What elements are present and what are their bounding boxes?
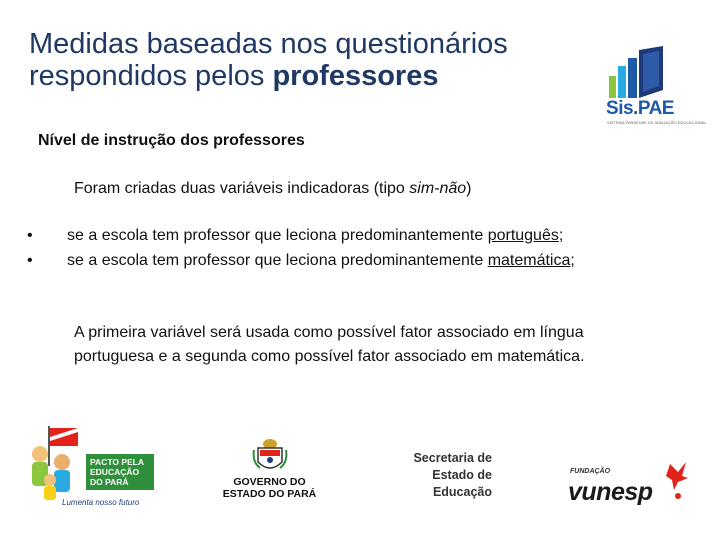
explanation-paragraph [74,321,674,369]
sispae-name: Sis.PAE [606,98,674,119]
secretaria-line-3: Educação [432,485,492,499]
bullet-marker: • [27,227,33,244]
sispae-books-icon [605,46,675,100]
children-flag-icon [26,424,86,504]
coat-of-arms-icon [250,436,290,476]
bullet-underlined: matemática [487,252,571,269]
title-line-2 [29,60,589,92]
governo-line-2: ESTADO DO PARÁ [222,488,317,500]
bullet-underlined: português [487,227,559,244]
intro-suffix: ) [466,180,472,197]
title-line-1: Medidas baseadas nos questionários [29,28,508,60]
sispae-subtitle: SISTEMA PARAENSE DE AVALIAÇÃO EDUCACIONAL [607,120,707,125]
paragraph-line-2: portuguesa e a segunda como possível fator associado em matemática. [74,348,585,365]
intro-text [74,180,472,198]
bullet-item-matematica [27,251,575,276]
bullet-text: se a escola tem professor que leciona predominantemente [67,252,488,269]
secretaria-educacao-logo [392,450,492,501]
governo-para-logo [212,436,327,506]
sispae-logo [605,46,707,128]
pacto-signature: Lumenta nosso futuro [62,498,140,507]
pacto-line-2: EDUCAÇÃO [90,467,140,477]
vunesp-fundacao: FUNDAÇÃO [570,468,611,475]
bullet-end: ; [570,252,575,269]
pacto-line-3: DO PARÁ [90,477,129,487]
title-line-2-bold: professores [272,60,439,92]
vunesp-bird-icon [666,460,690,500]
vunesp-name: vunesp [568,478,653,506]
governo-text [212,476,327,500]
vunesp-logo [566,460,696,510]
pacto-text-block [86,454,154,490]
slide-title [29,28,589,92]
bullet-list [27,226,575,276]
paragraph-line-1: A primeira variável será usada como possível fator associado em língua [74,324,584,341]
bullet-text: se a escola tem professor que leciona predominantemente [67,227,488,244]
pacto-line-1: PACTO PELA [90,457,144,467]
bullet-end: ; [558,227,564,244]
title-line-2-prefix: respondidos pelos [29,60,273,92]
bullet-item-portugues [27,226,575,251]
secretaria-line-2: Estado de [432,468,492,482]
bullet-marker: • [27,252,33,269]
intro-prefix: Foram criadas duas variáveis indicadoras (tipo [74,180,410,197]
section-heading: Nível de instrução dos professores [38,132,305,149]
pacto-educacao-logo [26,424,156,514]
intro-italic: sim-não [409,180,467,197]
secretaria-line-1: Secretaria de [413,451,492,465]
governo-line-1: GOVERNO DO [233,476,306,488]
